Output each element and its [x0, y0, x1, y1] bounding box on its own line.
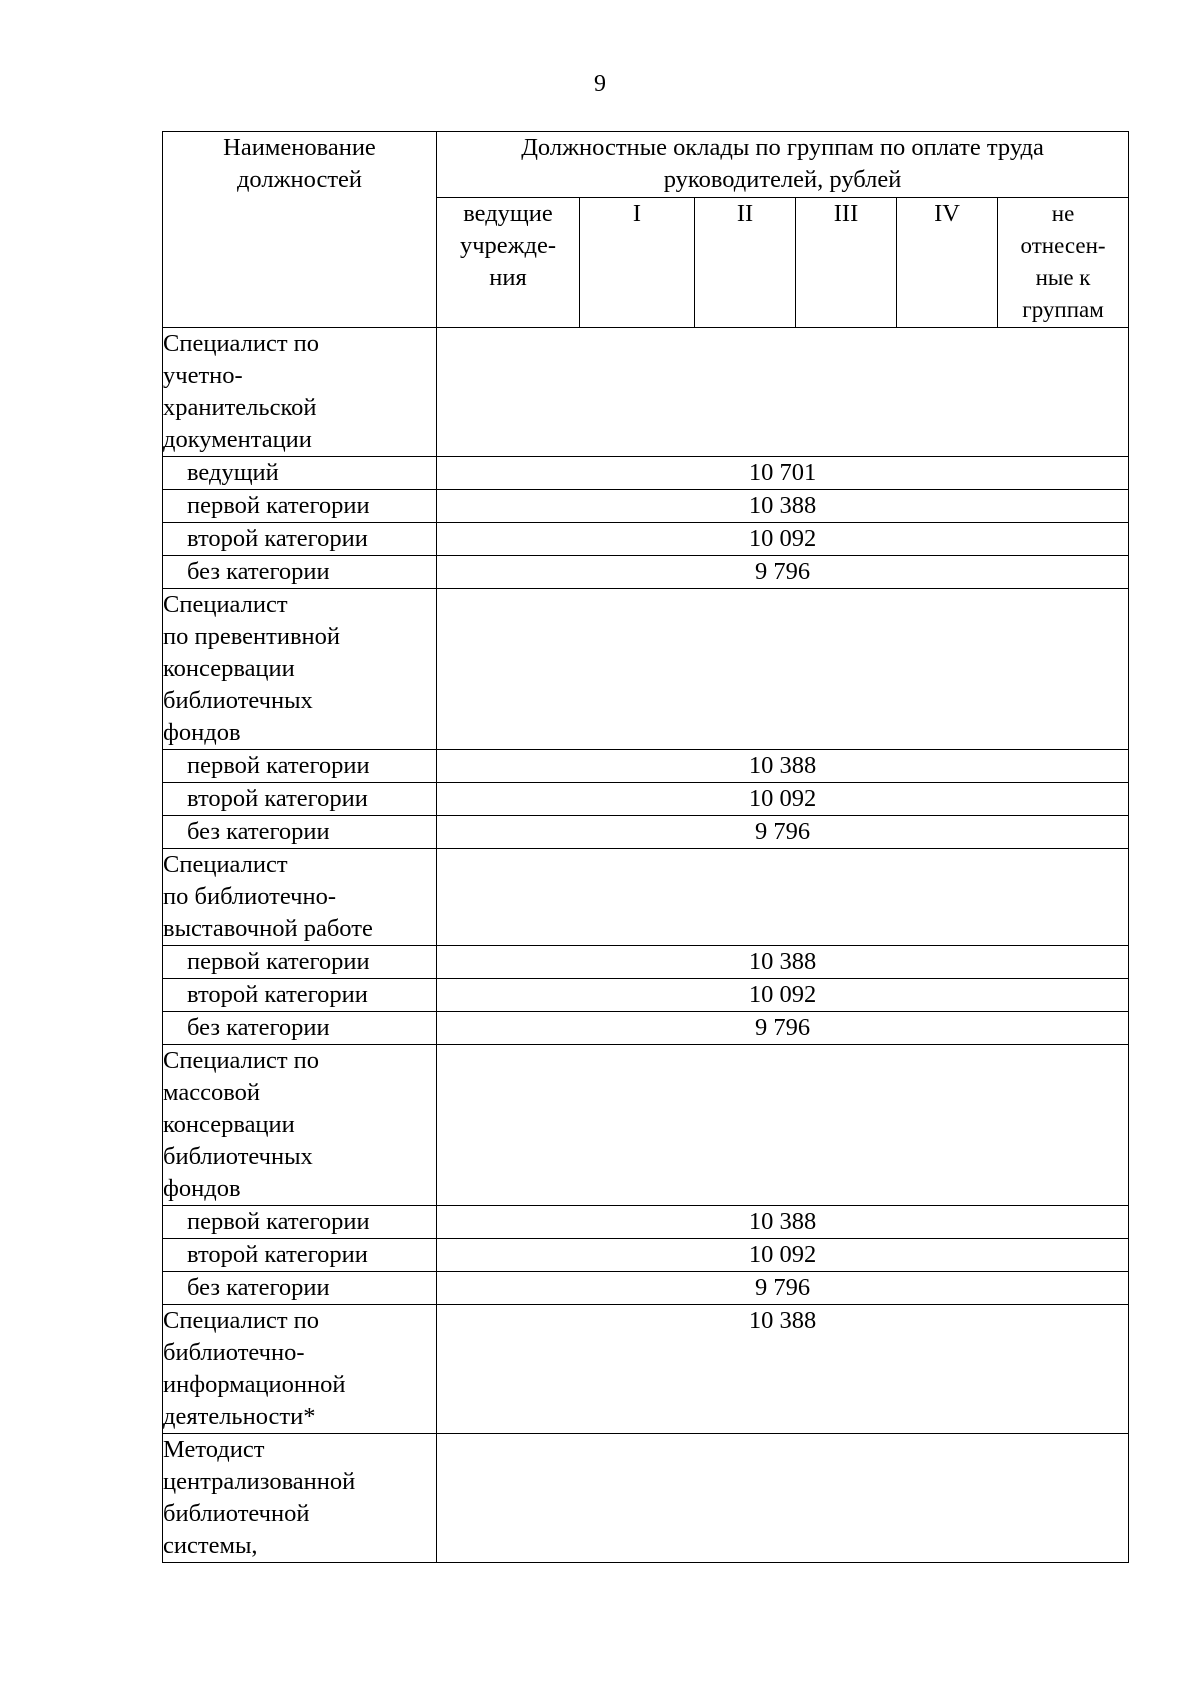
position-title: [163, 1434, 437, 1563]
subheader-line: IV: [934, 200, 960, 227]
salary-value: [437, 328, 1129, 457]
position-line: Специалист по: [163, 330, 320, 357]
position-subcategory: [163, 816, 437, 849]
position-line: второй категории: [187, 525, 368, 552]
position-subcategory: [163, 490, 437, 523]
subheader-line: III: [833, 200, 859, 227]
salary-value: 10 092: [437, 1239, 1129, 1272]
subheader-not-assigned: [998, 198, 1129, 328]
salary-value: 10 701: [437, 457, 1129, 490]
table-row: [163, 1045, 1129, 1206]
salary-value: 9 796: [437, 1012, 1129, 1045]
header-name-line: Наименование: [223, 134, 376, 161]
table-row: [163, 946, 1129, 979]
header-row-top: [163, 132, 1129, 198]
position-line: информационной: [163, 1371, 346, 1398]
position-line: Специалист по: [163, 1307, 320, 1334]
salary-value: 10 388: [437, 750, 1129, 783]
position-subcategory: [163, 457, 437, 490]
table-row: [163, 523, 1129, 556]
position-line: фондов: [163, 719, 241, 746]
position-line: первой категории: [187, 1208, 370, 1235]
position-line: по превентивной: [163, 623, 340, 650]
position-line: первой категории: [187, 752, 370, 779]
position-title: [163, 589, 437, 750]
table-body: [163, 328, 1129, 1563]
column-header-salary-groups: [437, 132, 1129, 198]
subheader-line: учрежде-: [459, 232, 557, 259]
salary-value: [437, 849, 1129, 946]
subheader-line: I: [632, 200, 642, 227]
position-line: Специалист: [163, 851, 288, 878]
table-row: [163, 328, 1129, 457]
position-line: Специалист по: [163, 1047, 320, 1074]
table-row: [163, 1305, 1129, 1434]
position-line: ведущий: [187, 459, 279, 486]
table-row: [163, 849, 1129, 946]
table-row: [163, 1434, 1129, 1563]
subheader-line: ния: [489, 264, 527, 291]
position-line: библиотечной: [163, 1500, 310, 1527]
table-row: [163, 979, 1129, 1012]
position-subcategory: [163, 1012, 437, 1045]
table-row: [163, 1012, 1129, 1045]
subheader-line: ведущие: [463, 200, 553, 227]
table-row: [163, 750, 1129, 783]
position-line: фондов: [163, 1175, 241, 1202]
table-row: [163, 556, 1129, 589]
position-line: консервации: [163, 655, 295, 682]
position-line: второй категории: [187, 785, 368, 812]
position-line: второй категории: [187, 981, 368, 1008]
position-line: консервации: [163, 1111, 295, 1138]
table-row: [163, 1239, 1129, 1272]
position-line: выставочной работе: [163, 915, 373, 942]
position-subcategory: [163, 750, 437, 783]
salary-value: 10 092: [437, 523, 1129, 556]
subheader-group-i: [580, 198, 695, 328]
position-line: хранительской: [163, 394, 317, 421]
position-line: без категории: [187, 558, 330, 585]
subheader-line: группам: [1022, 297, 1104, 322]
position-line: первой категории: [187, 948, 370, 975]
position-line: по библиотечно-: [163, 883, 336, 910]
salary-value: 10 388: [437, 490, 1129, 523]
table-row: [163, 490, 1129, 523]
position-subcategory: [163, 556, 437, 589]
salary-value: [437, 1434, 1129, 1563]
position-line: библиотечных: [163, 1143, 313, 1170]
salary-value: 9 796: [437, 816, 1129, 849]
subheader-line: ные к: [1035, 265, 1091, 290]
header-groups-line: руководителей, рублей: [663, 166, 902, 193]
table-row: [163, 1206, 1129, 1239]
position-subcategory: [163, 979, 437, 1012]
header-name-line: должностей: [236, 166, 363, 193]
salary-value: [437, 1045, 1129, 1206]
subheader-line: не: [1051, 201, 1075, 226]
subheader-group-iii: [796, 198, 897, 328]
column-header-position-name: [163, 132, 437, 328]
position-line: учетно-: [163, 362, 243, 389]
position-line: деятельности*: [163, 1403, 316, 1430]
position-subcategory: [163, 946, 437, 979]
position-line: без категории: [187, 1014, 330, 1041]
position-line: первой категории: [187, 492, 370, 519]
position-subcategory: [163, 1239, 437, 1272]
page-number: 9: [594, 71, 606, 97]
position-line: второй категории: [187, 1241, 368, 1268]
subheader-line: II: [736, 200, 754, 227]
salary-value: [437, 589, 1129, 750]
salary-value: 10 388: [437, 1305, 1129, 1434]
position-subcategory: [163, 1272, 437, 1305]
position-line: без категории: [187, 818, 330, 845]
position-line: Специалист: [163, 591, 288, 618]
header-groups-line: Должностные оклады по группам по оплате труда: [521, 134, 1044, 161]
subheader-group-iv: [897, 198, 998, 328]
salary-value: 10 388: [437, 946, 1129, 979]
position-line: документации: [163, 426, 312, 453]
position-subcategory: [163, 1206, 437, 1239]
salary-value: 9 796: [437, 556, 1129, 589]
position-line: централизованной: [163, 1468, 356, 1495]
subheader-group-ii: [695, 198, 796, 328]
salary-value: 10 092: [437, 979, 1129, 1012]
salary-value: 10 388: [437, 1206, 1129, 1239]
position-line: системы,: [163, 1532, 258, 1559]
table-row: [163, 457, 1129, 490]
position-line: Методист: [163, 1436, 265, 1463]
subheader-line: отнесен-: [1020, 233, 1106, 258]
position-title: [163, 1305, 437, 1434]
table-row: [163, 783, 1129, 816]
position-line: массовой: [163, 1079, 260, 1106]
position-title: [163, 849, 437, 946]
subheader-leading-institutions: [437, 198, 580, 328]
salary-table: [162, 131, 1129, 1563]
table-row: [163, 589, 1129, 750]
position-title: [163, 328, 437, 457]
position-subcategory: [163, 523, 437, 556]
position-line: без категории: [187, 1274, 330, 1301]
salary-value: 9 796: [437, 1272, 1129, 1305]
position-subcategory: [163, 783, 437, 816]
table-row: [163, 1272, 1129, 1305]
position-title: [163, 1045, 437, 1206]
position-line: библиотечно-: [163, 1339, 305, 1366]
table-row: [163, 816, 1129, 849]
position-line: библиотечных: [163, 687, 313, 714]
salary-value: 10 092: [437, 783, 1129, 816]
